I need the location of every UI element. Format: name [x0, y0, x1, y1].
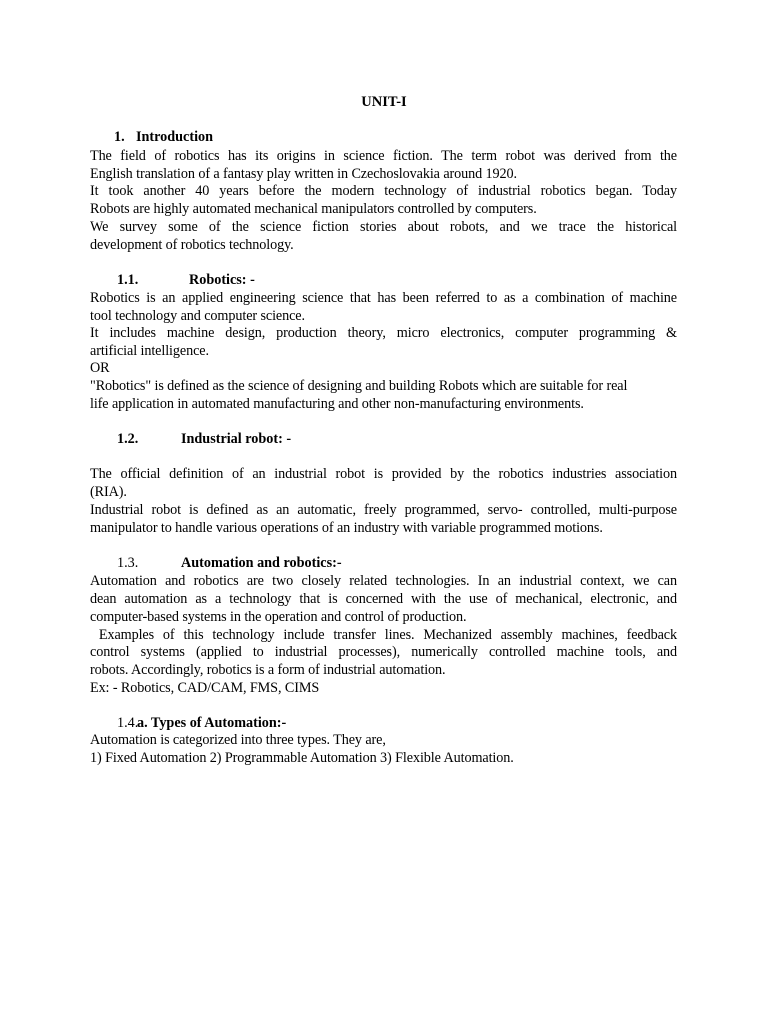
paragraph-line: The field of robotics has its origins in science fiction. The term robot was derived from the — [90, 148, 677, 164]
section-heading: Robotics: - — [189, 272, 255, 288]
section-heading: a. Types of Automation:- — [137, 715, 287, 731]
section-number: 1.1. — [117, 272, 139, 288]
section-number: 1.4. — [117, 715, 139, 731]
paragraph-line: Automation and robotics are two closely related technologies. In an industrial context, we can — [90, 573, 677, 589]
section-heading: Industrial robot: - — [181, 431, 292, 447]
paragraph-line: The official definition of an industrial robot is provided by the robotics industries association — [90, 466, 677, 482]
paragraph-line: English translation of a fantasy play written in Czechoslovakia around 1920. — [90, 166, 517, 182]
paragraph-line: OR — [90, 360, 110, 376]
paragraph-line: control systems (applied to industrial processes), numerically controlled machine tools, and — [90, 644, 677, 660]
paragraph-line: (RIA). — [90, 484, 127, 500]
paragraph-line: Ex: - Robotics, CAD/CAM, FMS, CIMS — [90, 680, 320, 696]
paragraph-line: Examples of this technology include transfer lines. Mechanized assembly machines, feedback — [90, 627, 677, 643]
paragraph-line: life application in automated manufacturing and other non-manufacturing environments. — [90, 396, 584, 412]
section-heading: Automation and robotics:- — [181, 555, 342, 571]
paragraph-line: artificial intelligence. — [90, 343, 209, 359]
paragraph-line: dean automation as a technology that is concerned with the use of mechanical, electronic, and — [90, 591, 677, 607]
page-title: UNIT-I — [361, 94, 407, 110]
paragraph-line: It took another 40 years before the modern technology of industrial robotics began. Today — [90, 183, 677, 199]
section-heading: Introduction — [136, 129, 213, 145]
paragraph-line: tool technology and computer science. — [90, 308, 305, 324]
paragraph-line: computer-based systems in the operation and control of production. — [90, 609, 467, 625]
paragraph-line: Industrial robot is defined as an automatic, freely programmed, servo- controlled, multi-purpose — [90, 502, 677, 518]
paragraph-line: "Robotics" is defined as the science of designing and building Robots which are suitable for real — [90, 378, 628, 394]
paragraph-line: manipulator to handle various operations of an industry with variable programmed motions. — [90, 520, 603, 536]
paragraph-line: Robotics is an applied engineering science that has been referred to as a combination of machine — [90, 290, 677, 306]
section-number: 1.3. — [117, 555, 139, 571]
paragraph-line: We survey some of the science fiction stories about robots, and we trace the historical — [90, 219, 677, 235]
section-number: 1.2. — [117, 431, 139, 447]
paragraph-line: robots. Accordingly, robotics is a form of industrial automation. — [90, 662, 446, 678]
paragraph-line: 1) Fixed Automation 2) Programmable Automation 3) Flexible Automation. — [90, 750, 514, 766]
paragraph-line: It includes machine design, production theory, micro electronics, computer programming & — [90, 325, 677, 341]
section-number: 1. — [114, 129, 125, 145]
paragraph-line: Automation is categorized into three types. They are, — [90, 732, 386, 748]
paragraph-line: development of robotics technology. — [90, 237, 294, 253]
paragraph-line: Robots are highly automated mechanical manipulators controlled by computers. — [90, 201, 537, 217]
